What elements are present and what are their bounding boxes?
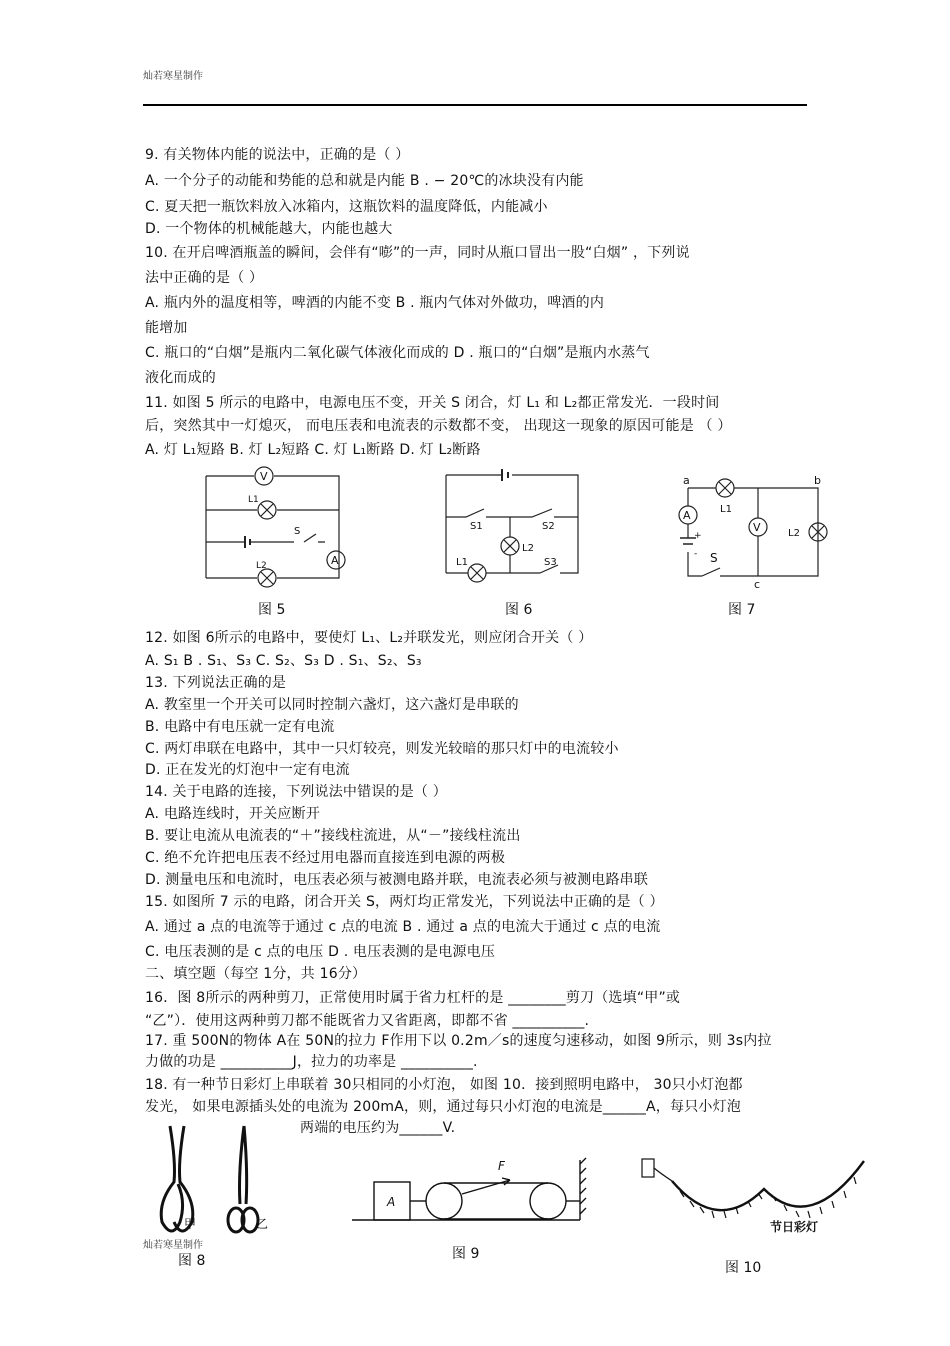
figure-6-circuit [440, 465, 590, 595]
text-line: 11. 如图 5 所示的电路中，电源电压不变，开关 S 闭合，灯 L₁ 和 L₂都正常发光．一段时间 [145, 395, 720, 411]
text-line: 14. 关于电路的连接，下列说法中错误的是（ ） [145, 784, 447, 800]
fig5-lamp1-label: L1 [248, 495, 259, 505]
fig8-label-jia: 甲 [184, 1217, 197, 1231]
text-line: C. 电压表测的是 c 点的电压 D . 电压表测的是电源电压 [145, 944, 496, 960]
text-line: C. 绝不允许把电压表不经过用电器而直接连到电源的两极 [145, 850, 506, 866]
figure-5-caption: 图 5 [258, 602, 286, 618]
text-line: “乙”）．使用这两种剪刀都不能既省力又省距离，即都不省 __________. [145, 1013, 590, 1029]
header-rule [143, 104, 807, 106]
figure-7-circuit [678, 472, 838, 592]
text-line: A. 瓶内外的温度相等，啤酒的内能不变 B . 瓶内气体对外做功，啤酒的内 [145, 295, 605, 311]
fig6-lamp1-label: L1 [456, 557, 468, 568]
text-line: 能增加 [145, 320, 188, 336]
figure-8-caption: 图 8 [178, 1253, 206, 1269]
fig9-label-force: F [498, 1159, 505, 1173]
fig7-a-label: a [683, 474, 690, 487]
fig6-s1-label: S1 [470, 521, 483, 532]
fig6-s2-label: S2 [542, 521, 555, 532]
text-line: A. S₁ B . S₁、S₃ C. S₂、S₃ D . S₁、S₂、S₃ [145, 653, 422, 669]
text-line: 液化而成的 [145, 370, 216, 386]
page-header: 灿若寒星制作 [143, 71, 203, 82]
figure-10-string-lights [640, 1155, 868, 1235]
text-line: 后，突然其中一灯熄灭， 而电压表和电流表的示数都不变， 出现这一现象的原因可能是 （ ） [145, 418, 732, 434]
figure-7-caption: 图 7 [728, 602, 756, 618]
text-line: 力做的功是 __________J，拉力的功率是 __________. [145, 1054, 478, 1070]
fig9-label-block: A [387, 1195, 396, 1209]
text-line: 13. 下列说法正确的是 [145, 675, 287, 691]
fig7-voltmeter-label: V [753, 521, 761, 534]
fig5-lamp2-label: L2 [256, 561, 267, 571]
text-line: 法中正确的是（ ） [145, 270, 264, 286]
text-line: B. 要让电流从电流表的“＋”接线柱流进，从“－”接线柱流出 [145, 828, 521, 844]
fig6-s3-label: S3 [544, 557, 557, 568]
figure-9-caption: 图 9 [452, 1246, 480, 1262]
text-line: 12. 如图 6所示的电路中，要使灯 L₁、L₂并联发光，则应闭合开关（ ） [145, 630, 593, 646]
text-line: 二、填空题（每空 1分，共 16分） [145, 966, 367, 982]
page-footer: 灿若寒星制作 [143, 1240, 203, 1251]
fig7-c-label: c [754, 578, 761, 591]
text-line: A. 一个分子的动能和势能的总和就是内能 B . − 20℃的冰块没有内能 [145, 173, 584, 189]
text-line: C. 夏天把一瓶饮料放入冰箱内，这瓶饮料的温度降低，内能减小 [145, 199, 548, 215]
text-line: 18. 有一种节日彩灯上串联着 30只相同的小灯泡， 如图 10．接到照明电路中， 30只小灯泡都 [145, 1077, 743, 1093]
fig7-ammeter-label: A [683, 509, 691, 522]
fig7-lamp1-label: L1 [720, 504, 732, 515]
fig10-label: 节日彩灯 [770, 1220, 819, 1234]
fig7-b-label: b [814, 474, 821, 487]
figure-10-caption: 图 10 [725, 1260, 762, 1276]
text-line: 15. 如图所 7 示的电路，闭合开关 S，两灯均正常发光，下列说法中正确的是（ ） [145, 894, 664, 910]
text-line: A. 通过 a 点的电流等于通过 c 点的电流 B . 通过 a 点的电流大于通过 c 点的电流 [145, 919, 661, 935]
text-line: A. 灯 L₁短路 B. 灯 L₂短路 C. 灯 L₁断路 D. 灯 L₂断路 [145, 442, 481, 458]
fig8-label-yi: 乙 [256, 1217, 269, 1231]
text-line: A. 电路连线时，开关应断开 [145, 806, 321, 822]
fig7-plus-label: + [694, 531, 702, 541]
fig5-voltmeter-label: V [260, 470, 268, 483]
text-line: 发光， 如果电源插头处的电流为 200mA，则，通过每只小灯泡的电流是______A，每只小灯泡 [145, 1099, 742, 1115]
text-line: 两端的电压约为______V. [300, 1120, 456, 1136]
text-line: D. 测量电压和电流时，电压表必须与被测电路并联，电流表必须与被测电路串联 [145, 872, 649, 888]
fig6-lamp2-label: L2 [522, 543, 534, 554]
figure-8-scissors [150, 1122, 280, 1247]
figure-9-pulley [350, 1150, 600, 1230]
fig5-switch-label: S [294, 526, 301, 537]
text-line: B. 电路中有电压就一定有电流 [145, 719, 335, 735]
text-line: 16．图 8所示的两种剪刀，正常使用时属于省力杠杆的是 ________剪刀（选填“甲”或 [145, 990, 681, 1006]
figure-6-caption: 图 6 [505, 602, 533, 618]
text-line: 9. 有关物体内能的说法中，正确的是（ ） [145, 147, 410, 163]
text-line: A. 教室里一个开关可以同时控制六盏灯，这六盏灯是串联的 [145, 697, 519, 713]
text-line: D. 一个物体的机械能越大，内能也越大 [145, 221, 393, 237]
text-line: C. 瓶口的“白烟”是瓶内二氧化碳气体液化而成的 D . 瓶口的“白烟”是瓶内水蒸气 [145, 345, 650, 361]
fig7-minus-label: - [694, 549, 698, 559]
fig5-ammeter-label: A [331, 554, 339, 567]
text-line: C. 两灯串联在电路中，其中一只灯较亮，则发光较暗的那只灯中的电流较小 [145, 741, 619, 757]
text-line: 10. 在开启啤酒瓶盖的瞬间，会伴有“嘭”的一声，同时从瓶口冒出一股“白烟” ，下列说 [145, 245, 690, 261]
fig7-switch-label: S [710, 551, 718, 565]
text-line: 17. 重 500N的物体 A在 50N的拉力 F作用下以 0.2m／s的速度匀速移动，如图 9所示，则 3s内拉 [145, 1033, 772, 1049]
text-line: D. 正在发光的灯泡中一定有电流 [145, 762, 350, 778]
figure-5-circuit [200, 462, 360, 592]
fig7-lamp2-label: L2 [788, 528, 800, 539]
